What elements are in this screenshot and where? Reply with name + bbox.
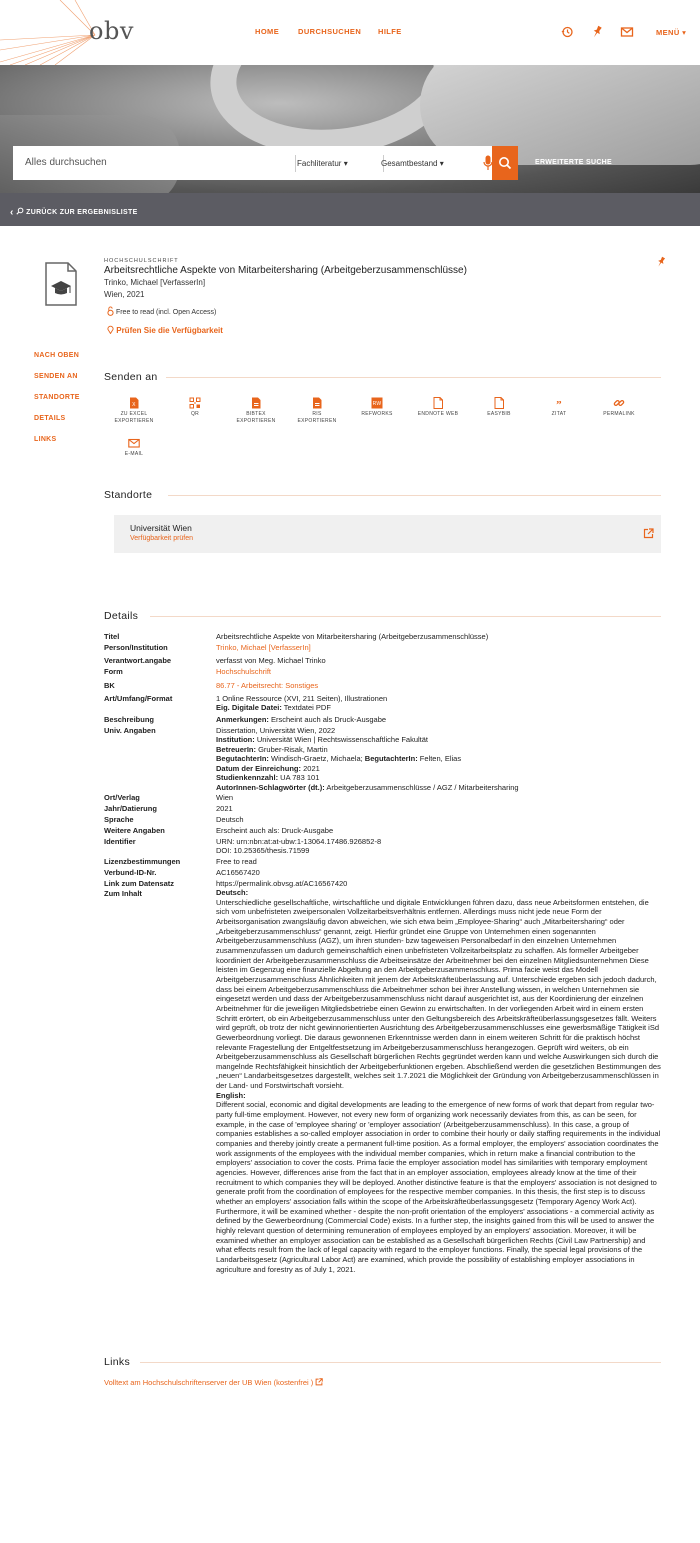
detail-lizenz: Free to read [216, 857, 257, 866]
detail-label-verant: Verantwort.angabe [104, 656, 172, 665]
check-availability-link[interactable]: Prüfen Sie die Verfügbarkeit [107, 325, 223, 335]
detail-beschreibung: Anmerkungen: Erscheint auch als Druck-Ausgabe [216, 715, 387, 724]
detail-univ-6: Studienkennzahl: UA 783 101 [216, 773, 320, 782]
detail-label-link: Link zum Datensatz [104, 879, 175, 888]
abstract-de-text: Unterschiedliche gesellschaftliche, wirtschaftliche und digitale Entwicklungen führen dazu, dass neue Arbeitsformen entstehen, die sich vom unbefristeten zweipersonalen Vollzeitarbeitsverhältnis entfernen. Allerdings muss nicht jede neue Form der Arbeitsorganisation zwangsläufig davon abweichen, wie sich etwa beim „Employee-Sharing“ auch „Mitarbeitersharing“ oder „Arbeitgeberzusammenschluss“ genannt, zeigt. Hierfür gründet eine Gruppe von Unternehmen einen sogenannten Arbeitgeberzusammenschluss (AGZ), um ihren stunden- bzw tageweisen Personalbedarf in den einzelnen Unternehmen zusammenzufassen um dadurch gemeinschaftlich einen unbefristeten Vollzeitarbeitsplatz zu schaffen. Als formeller Arbeitgeber koordiniert der Arbeitgeberzusammenschluss die Arbeitseinsätze der Arbeitnehmer bei den einzelnen Mitgliedsunternehmen Diese leisten im Gegenzug eine finanzielle Abgeltung an den Arbeitgeberzusammenschluss. Prima facie weist das Modell Arbeitgeberzusammenschluss Ähnlichkeiten mit jenem der Arbeitskräfteüberlassung auf. Unterschiede ergeben sich jedoch dadurch, dass bei einem Arbeitgeberzusammenschluss die Arbeitnehmer schon bei ihrer Anstellung wissen, in welchen Unternehmen sie eingesetzt werden und dass der Arbeitgeberzusammenschluss nicht darauf ausgerichtet ist, aus der Koordinierung der einzelnen Arbeitnehmer für die jeweiligen Mitgliedsbetriebe einen Gewinn zu erwirtschaften. In der vorliegenden Arbeit wird in einem ersten Schritt erörtert, ob ein Arbeitgeberzusammenschluss unter den Geltungsbereich des Arbeitskräfteüberlassungsgesetzes fällt. Weiters wird geprüft, ob trotz der nicht gewinnorientierten Ausrichtung des Arbeitgeberzusammenschlusses eine gewerbsmäßige Tätigkeit iSd Gewerbeordnung vorliegt. Die daraus gewonnenen Erkenntnisse werden dann in einem weiteren Schritt für die praktisch höchst relevante Fragestellung der Entgeltfestsetzung im Arbeitgeberzusammenschluss herangezogen. Geprüft wird weiters, ob ein Arbeitgeberzusammenschluss als Gesellschaft bürgerlichen Rechts gegründet werden kann und welche Auswirkungen sich durch die mangelnde Rechtsfähigkeit hinsichtlich der Arbeitgeberfunktionen ergeben. Abschließend werden die gesetzlichen Bestimmungen des „neuen“ Landarbeitsgesetzes dargestellt, welches seit 1.7.2021 die Möglichkeit der Gründung von Arbeitgeberzusammenschlüssen in der Land- und Forstwirtschaft vorsieht. [216, 897, 661, 1091]
detail-univ-2: Institution: Universität Wien | Rechtswissenschaftliche Fakultät [216, 735, 429, 744]
detail-label-weitere: Weitere Angaben [104, 826, 165, 835]
detail-label-titel: Titel [104, 632, 120, 641]
chevron-left-icon: ‹ [10, 207, 14, 218]
abstract [216, 888, 661, 1274]
detail-sprache: Deutsch [216, 815, 244, 824]
detail-univ-3: BetreuerIn: Gruber-Risak, Martin [216, 744, 328, 754]
filter-gesamtbestand-select[interactable]: Gesamtbestand ▾ [381, 159, 444, 168]
detail-label-lizenz: Lizenzbestimmungen [104, 857, 181, 866]
top-header [0, 0, 700, 65]
location-pin-icon [107, 325, 114, 334]
quote-icon [553, 397, 565, 409]
detail-permalink[interactable]: https://permalink.obvsg.at/AC16567420 [216, 879, 348, 888]
svg-text:X: X [132, 402, 136, 408]
detail-univ-4: BegutachterIn: Windisch-Graetz, Michaela; BegutachterIn: Felten, Elias [216, 754, 462, 763]
excel-file-icon [128, 397, 140, 409]
search-bar [13, 146, 492, 180]
fulltext-link[interactable]: Volltext am Hochschulschriftenserver der UB Wien (kostenfrei ) [104, 1378, 323, 1387]
detail-label-inhalt: Zum Inhalt [104, 889, 142, 898]
abstract-en-label: English: [216, 1090, 246, 1100]
check-availability-location-link[interactable]: Verfügbarkeit prüfen [130, 535, 194, 542]
citation-button[interactable]: ” ZITAT [551, 399, 567, 417]
bibtex-file-icon [250, 397, 262, 409]
detail-univ-1: Dissertation, Universität Wien, 2022 [216, 726, 336, 735]
sidenav-details[interactable]: DETAILS [34, 415, 66, 422]
svg-text:RW: RW [372, 401, 382, 407]
detail-art-2: Eig. Digitale Datei: Textdatei PDF [216, 703, 331, 712]
abstract-en-text: Different social, economic and digital developments are leading to the emergence of new forms of work that depart from regular two-party full-time employment. However, not every new form of organizing work necessarily deviates from this, as can be seen, for example, in the case of 'employee sharing' or 'employer association' (Arbeitgeberzusammenschluss). In this case, a group of companies establishes a so-called employer association in order to combine their hourly or daily staffing requirements in the individual companies and thereby jointly create a permanent full-time position. As a formal employer, the employers' association coordinates the work assignments of the employees with the individual member companies, which in return make a financial contribution to the employers' association to cover the costs. Prima facie the employer association model has similarities with temporary employment agencies. However, differences arise from the fact that in an employer association, employees already know at the time of their recruitment to which companies they will be deployed. Another distinctive feature is that the employers' association is not designed to generate profit from the coordination of employees for the respective member companies. In this thesis, the first step is to discuss whether an employers' association falls within the scope of the Arbeitskräfteüberlassungsgesetz (Temporary Agency Work Act). Furthermore, it will be examined whether - despite the non-profit orientation of the employers' associations - a commercial activity as defined by the Gewerbeordnung (Commercial Code) exists. In a further step, the insights gained from this will be used to answer the highly relevant question of determining remuneration of employees employed by an employers' association. Moreover, it will be examined whether an employer association can be established as a Gesellschaft bürgerlichen Rechts (Civil Law Partnership) and what effects result from the lack of legal capacity with regard to the employer functions. Finally, the special legal provisions of the Landarbeitsgesetz (Agricultural Labor Act) are examined, which provide the possibility of establishing employer associations in agriculture and forestry as of July 1, 2021. [216, 1100, 661, 1274]
links-heading: Links [104, 1356, 131, 1368]
permalink-button[interactable]: PERMALINK [589, 397, 649, 418]
detail-label-form: Form [104, 667, 123, 676]
location-name: Universität Wien [130, 523, 192, 533]
detail-weitere: Erscheint auch als: Druck-Ausgabe [216, 826, 334, 835]
ris-file-icon [311, 397, 323, 409]
detail-person-link[interactable]: Trinko, Michael [VerfasserIn] [216, 643, 311, 652]
abstract-de-label: Deutsch: [216, 888, 249, 897]
record-type: HOCHSCHULSCHRIFT [104, 258, 179, 264]
detail-label-art: Art/Umfang/Format [104, 694, 173, 703]
detail-art-1: 1 Online Ressource (XVI, 211 Seiten), Illustrationen [216, 694, 388, 703]
detail-univ-7: AutorInnen-Schlagwörter (dt.): Arbeitgeberzusammenschlüsse / AGZ / Mitarbeitersharing [216, 782, 519, 792]
detail-label-beschreibung: Beschreibung [104, 715, 155, 724]
detail-verbund: AC16567420 [216, 868, 260, 877]
bookmark-pin-icon[interactable] [655, 256, 667, 268]
export-ris-button[interactable]: RIS EXPORTIEREN [287, 397, 347, 425]
location-card [114, 515, 661, 553]
open-lock-icon [107, 306, 114, 316]
refworks-button[interactable]: RW REFWORKS [347, 397, 407, 418]
detail-label-identifier: Identifier [104, 837, 136, 846]
detail-univ-5: Datum der Einreichung: 2021 [216, 763, 320, 773]
detail-label-sprache: Sprache [104, 815, 134, 824]
sidenav-links[interactable]: LINKS [34, 436, 57, 443]
nav-home[interactable]: HOME [255, 27, 280, 36]
search-button[interactable] [492, 146, 518, 180]
endnote-file-icon [432, 397, 444, 409]
detail-identifier-doi: DOI: 10.25365/thesis.71599 [216, 846, 310, 855]
history-icon[interactable] [560, 25, 574, 39]
endnote-web-button[interactable]: ENDNOTE WEB [408, 397, 468, 418]
detail-verant: verfasst von Meg. Michael Trinko [216, 656, 326, 665]
detail-ort: Wien [216, 793, 234, 802]
pin-icon[interactable] [590, 25, 604, 39]
nav-durchsuchen[interactable]: DURCHSUCHEN [298, 27, 362, 36]
record-author: Trinko, Michael [VerfasserIn] [104, 278, 206, 287]
obv-logo[interactable]: obv [89, 17, 134, 45]
open-access-badge: Free to read (incl. Open Access) [107, 306, 216, 316]
detail-label-person: Person/Institution [104, 643, 168, 652]
chevron-down-icon: ▾ [682, 28, 687, 37]
mail-icon[interactable] [620, 25, 634, 39]
send-to-heading: Senden an [104, 371, 158, 383]
detail-label-jahr: Jahr/Datierung [104, 804, 157, 813]
detail-label-bk: BK [104, 681, 115, 690]
filter-fachliteratur-select[interactable]: Fachliteratur ▾ [297, 159, 348, 168]
menu-button[interactable]: MENÜ ▾ [656, 28, 687, 37]
detail-label-verbund: Verbund-ID-Nr. [104, 868, 157, 877]
record-place-year: Wien, 2021 [104, 290, 145, 299]
detail-label-ort: Ort/Verlag [104, 793, 140, 802]
search-input[interactable]: Alles durchsuchen [25, 157, 107, 168]
locations-heading: Standorte [104, 489, 153, 501]
back-to-results-link[interactable]: ‹ ZURÜCK ZUR ERGEBNISLISTE [10, 207, 138, 218]
sidenav-nach-oben[interactable]: NACH OBEN [34, 352, 80, 359]
details-heading: Details [104, 610, 139, 622]
caret-down-icon: ▾ [439, 159, 444, 168]
detail-titel: Arbeitsrechtliche Aspekte von Mitarbeitersharing (Arbeitgeberzusammenschlüsse) [216, 632, 489, 641]
detail-label-univ: Univ. Angaben [104, 726, 156, 735]
export-bibtex-button[interactable]: BIBTEX EXPORTIEREN [226, 397, 286, 425]
search-icon [16, 207, 24, 215]
easybib-button[interactable]: EASYBIB [469, 397, 529, 418]
sidenav-senden-an[interactable]: SENDEN AN [34, 373, 78, 380]
mail-icon [128, 437, 140, 449]
external-link-icon [315, 1378, 323, 1386]
detail-form-link[interactable]: Hochschulschrift [216, 667, 272, 676]
detail-bk-link[interactable]: 86.77 - Arbeitsrecht: Sonstiges [216, 681, 319, 690]
sidenav-standorte[interactable]: STANDORTE [34, 394, 80, 401]
nav-hilfe[interactable]: HILFE [378, 27, 402, 36]
thesis-document-icon [44, 262, 78, 306]
back-bar [0, 193, 700, 226]
detail-jahr: 2021 [216, 804, 233, 813]
svg-text:”: ” [556, 399, 562, 409]
external-link-icon[interactable] [643, 528, 654, 539]
detail-identifier-urn: URN: urn:nbn:at:at-ubw:1-13064.17486.926852-8 [216, 837, 382, 846]
link-icon [613, 397, 625, 409]
easybib-file-icon [493, 397, 505, 409]
refworks-icon [371, 397, 383, 409]
record-title: Arbeitsrechtliche Aspekte von Mitarbeitersharing (Arbeitgeberzusammenschlüsse) [104, 265, 467, 276]
export-excel-button[interactable]: X ZU EXCEL EXPORTIEREN [104, 397, 164, 425]
search-icon [492, 146, 518, 180]
email-button[interactable]: E-MAIL [104, 437, 164, 458]
qr-code-icon [189, 397, 201, 409]
caret-down-icon: ▾ [343, 159, 348, 168]
qr-button[interactable]: QR [165, 397, 225, 418]
advanced-search-link[interactable]: ERWEITERTE SUCHE [535, 159, 613, 166]
